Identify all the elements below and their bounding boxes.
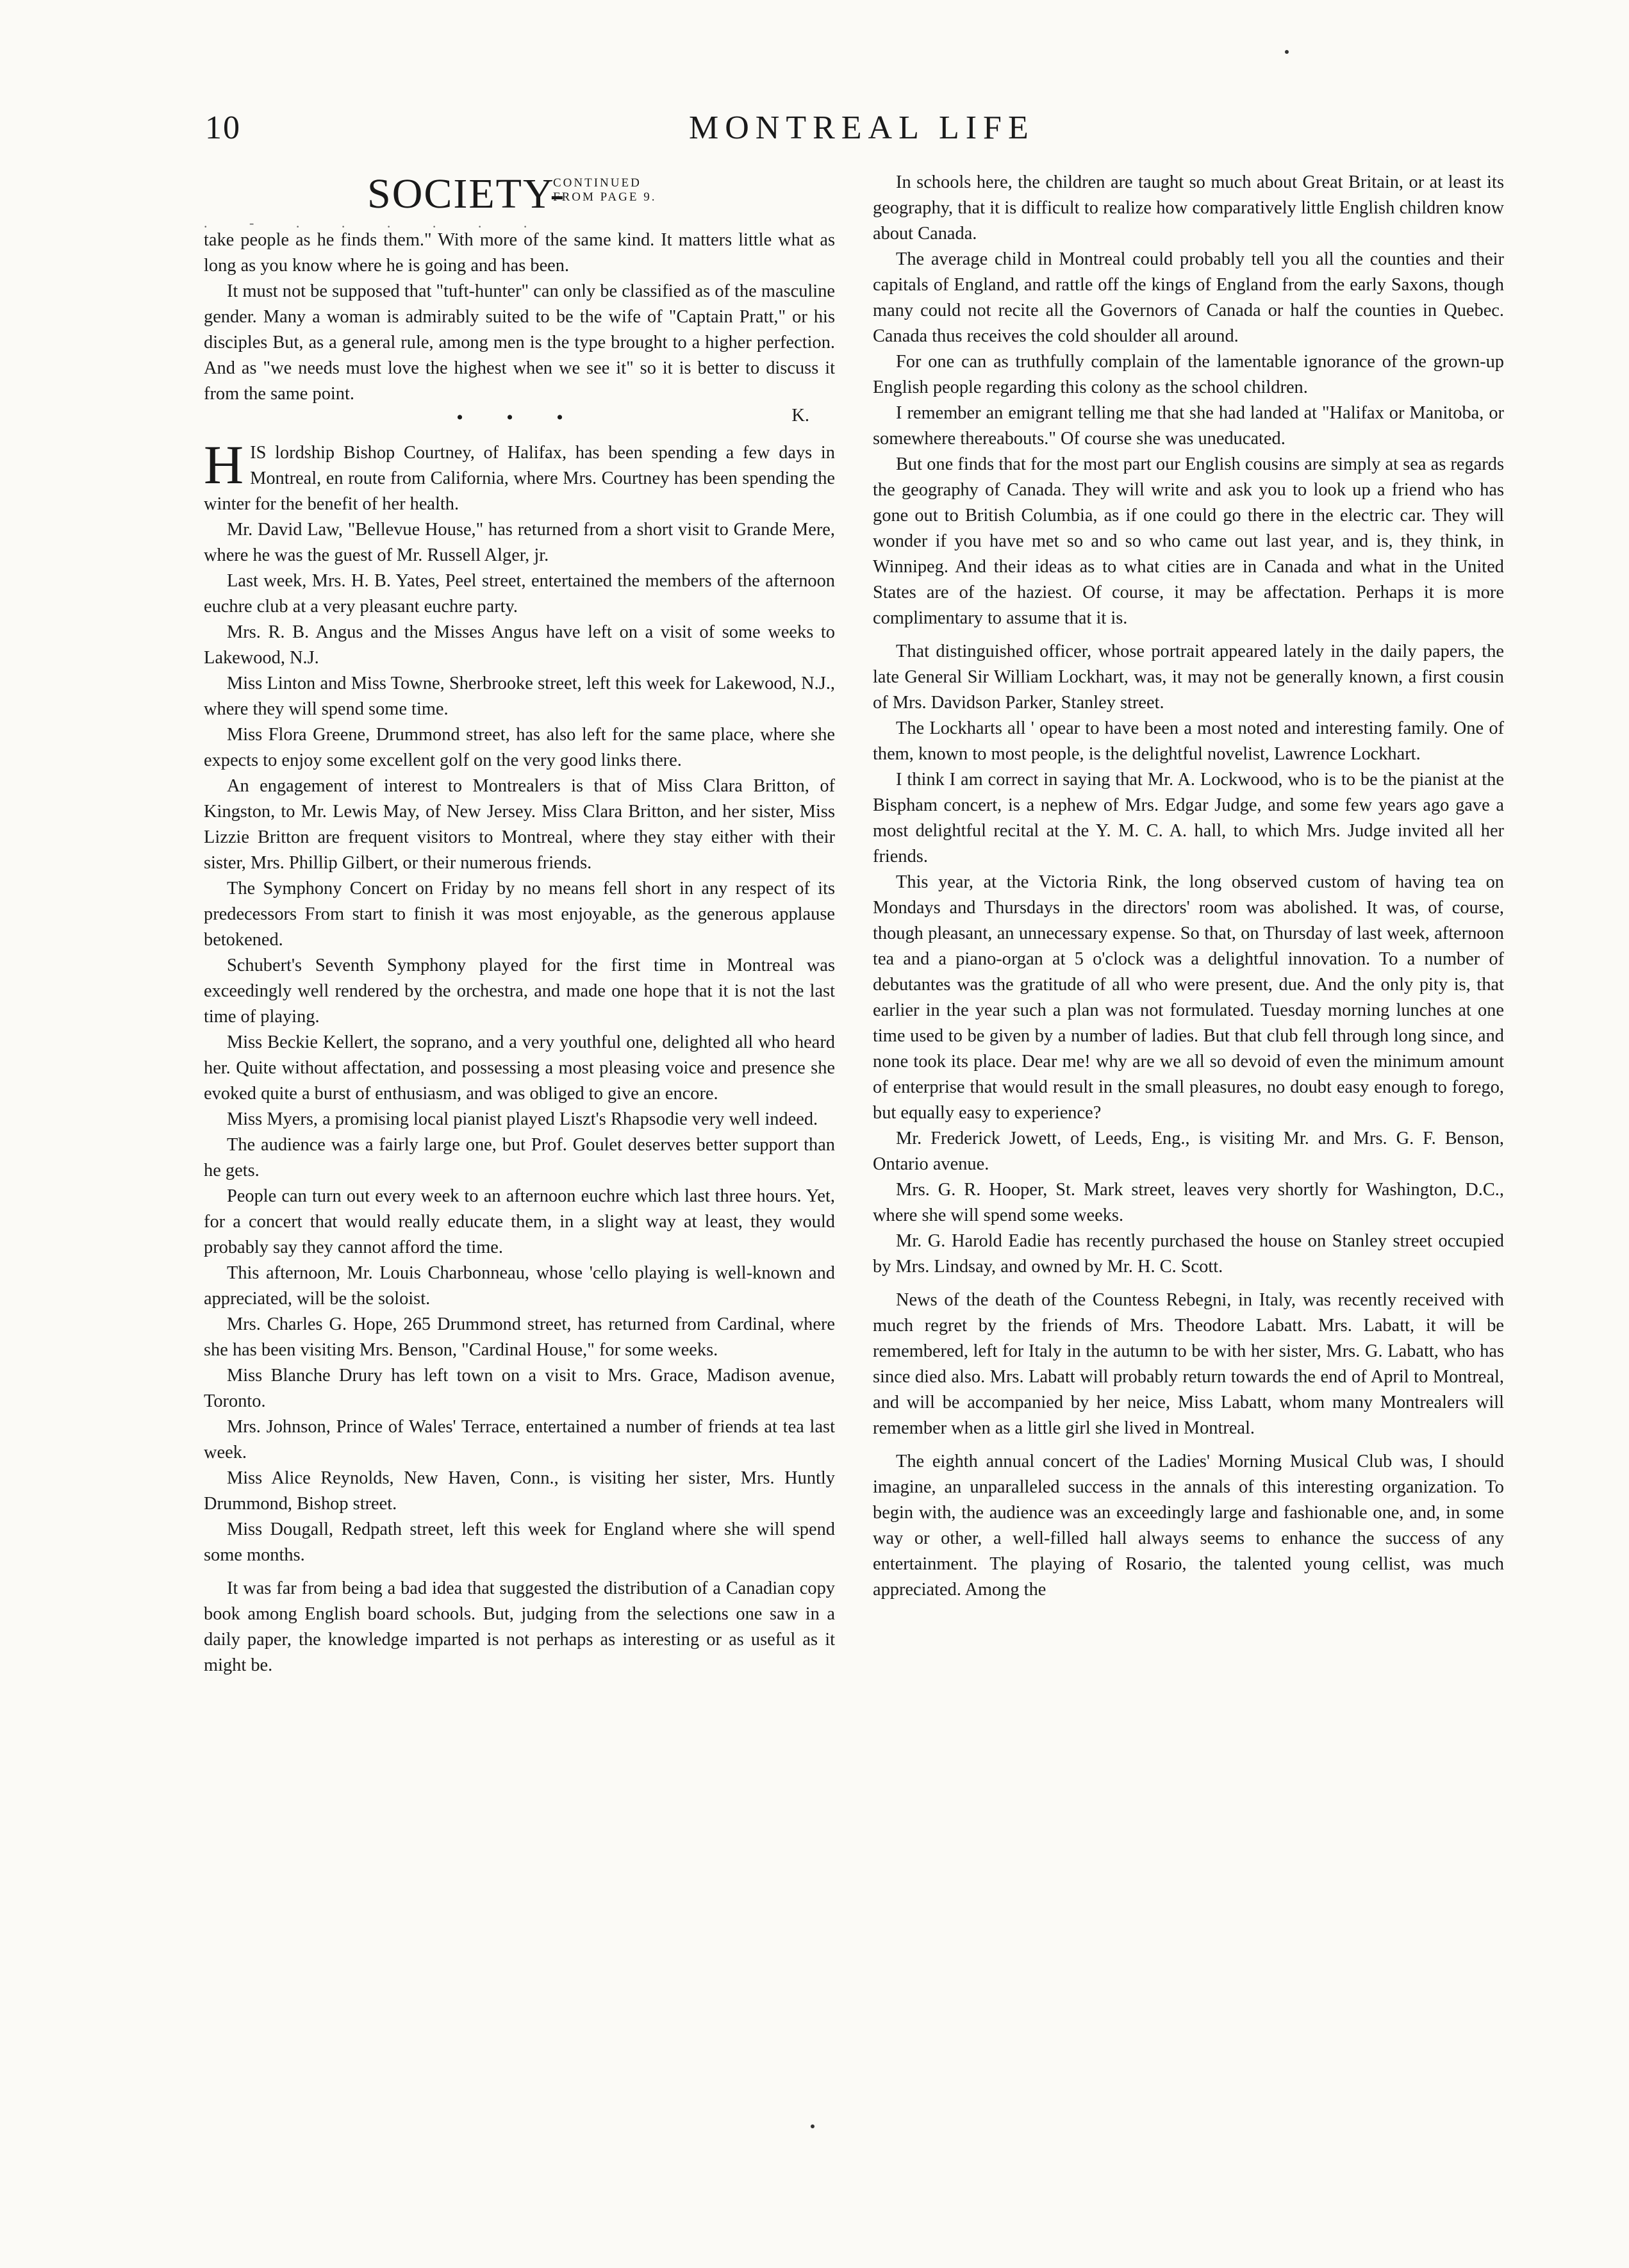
author-signature: K. (791, 406, 809, 426)
continued-line-2: FROM PAGE 9. (553, 190, 657, 204)
paragraph: For one can as truthfully complain of the lamentable ignorance of the grown-up English people regarding this colony as the school children. (873, 352, 1504, 397)
masthead-title: MONTREAL LIFE (689, 110, 1035, 146)
paragraph: Miss Myers, a promising local pianist played Liszt's Rhapsodie very well indeed. (227, 1109, 818, 1129)
paragraph: That distinguished officer, whose portrait appeared lately in the daily papers, the late General Sir William Lockhart, was, it may not be generally known, a first cousin of Mrs. Davidson Parker, Stanley street. (873, 641, 1504, 713)
paragraph: The audience was a fairly large one, but Prof. Goulet deserves better support than he gets. (204, 1135, 835, 1180)
paragraph: Miss Flora Greene, Drummond street, has also left for the same place, where she expects to enjoy some excellent golf on the very good links there. (204, 725, 835, 770)
paragraph: Miss Alice Reynolds, New Haven, Conn., is visiting her sister, Mrs. Huntly Drummond, Bishop street. (204, 1468, 835, 1514)
paragraph (204, 279, 835, 407)
print-speck (811, 2124, 814, 2128)
paragraph: Mrs. Johnson, Prince of Wales' Terrace, entertained a number of friends at tea last week. (204, 1417, 835, 1462)
paragraph: Mr. Frederick Jowett, of Leeds, Eng., is visiting Mr. and Mrs. G. F. Benson, Ontario avenue. (873, 1129, 1504, 1174)
paragraph: The eighth annual concert of the Ladies' Morning Musical Club was, I should imagine, an unparalleled success in the annals of this interesting organization. To begin with, the audience was an exceedingly large and fashionable one, and, in some way or other, a well-filled hall always seems to enhance the success of any entertainment. The playing of Rosario, the talented young cellist, was much appreciated. Among the (873, 1452, 1504, 1600)
paragraph: But one finds that for the most part our English cousins are simply at sea as regards the geography of Canada. They will write and ask you to look up a friend who has gone out to British Columbia, as if one could go there in the electric car. They will wonder if you have met so and so who came out last year, and is, they think, in Winnipeg. And their ideas as to what cities are in Canada and what in the United States are of the haziest. Of course, it may be affectation. Perhaps it is more complimentary to assume that it is. (873, 454, 1504, 628)
left-column (204, 170, 835, 1678)
paragraph: News of the death of the Countess Rebegni, in Italy, was recently received with much regret by the friends of Mrs. Theodore Labatt. Mrs. Labatt, it will be remembered, left for Italy in the autumn to be with her sister, Mrs. G. Labatt, who has since died also. Mrs. Labatt will probably return towards the end of April to Montreal, and will be accompanied by her neice, Miss Labatt, whom many Montrealers will remember when as a little girl she lived in Montreal. (873, 1290, 1504, 1438)
separator-dots: • • • (456, 407, 583, 428)
continued-note (553, 176, 656, 204)
paragraph-text: It must not be supposed that "tuft-hunter" can only be classified as of the masculine gender. Many a woman is admirably suited to be the wife of "Captain Pratt," or his disciples But, as a general rule, among men is the type brought to a higher perfection. And as "we needs must love the highest when we see it" so it is better to discuss it from the same point. (204, 281, 835, 404)
paragraph: Mrs. Charles G. Hope, 265 Drummond street, has returned from Cardinal, where she has been visiting Mrs. Benson, "Cardinal House," for some weeks. (204, 1314, 835, 1360)
section-heading (204, 170, 835, 231)
paragraph: Miss Blanche Drury has left town on a visit to Mrs. Grace, Madison avenue, Toronto. (204, 1366, 835, 1411)
paragraph: Mr. G. Harold Eadie has recently purchased the house on Stanley street occupied by Mrs. Lindsay, and owned by Mr. H. C. Scott. (873, 1231, 1504, 1277)
page-number: 10 (205, 110, 241, 146)
continued-line-1: CONTINUED (553, 176, 641, 190)
paragraph: Miss Linton and Miss Towne, Sherbrooke street, left this week for Lakewood, N.J., where they will spend some time. (204, 674, 835, 719)
paragraph: Miss Dougall, Redpath street, left this week for England where she will spend some months. (204, 1519, 835, 1565)
paragraph-dropcap (204, 434, 835, 517)
paragraph: Schubert's Seventh Symphony played for the first time in Montreal was exceedingly well rendered by the orchestra, and made one hope that it is not the last time of playing. (204, 956, 835, 1027)
paragraph: I think I am correct in saying that Mr. A. Lockwood, who is to be the pianist at the Bispham concert, is a nephew of Mrs. Edgar Judge, and some few years ago gave a most delightful recital at the Y. M. C. A. hall, to which Mrs. Judge invited all her friends. (873, 770, 1504, 866)
section-separator (204, 407, 835, 433)
paragraph: This afternoon, Mr. Louis Charbonneau, whose 'cello playing is well-known and appreciated, will be the soloist. (204, 1263, 835, 1309)
paragraph: People can turn out every week to an afternoon euchre which last three hours. Yet, for a concert that would really educate them, in a slight way at least, they would probably say they cannot afford the time. (204, 1186, 835, 1257)
paragraph: The Lockharts all ' opear to have been a most noted and interesting family. One of them, known to most people, is the delightful novelist, Lawrence Lockhart. (873, 718, 1504, 764)
paragraph: The Symphony Concert on Friday by no means fell short in any respect of its predecessors From start to finish it was most enjoyable, as the generous applause betokened. (204, 879, 835, 950)
page-header (0, 96, 1629, 154)
paragraph: I remember an emigrant telling me that she had landed at "Halifax or Manitoba, or somewhere thereabouts." Of course she was uneducated. (873, 403, 1504, 449)
paragraph-text: IS lordship Bishop Courtney, of Halifax, has been spending a few days in Montreal, en route from California, where Mrs. Courtney has been spending the winter for the benefit of her health. (204, 443, 835, 514)
paragraph: Mrs. R. B. Angus and the Misses Angus have left on a visit of some weeks to Lakewood, N.J. (204, 622, 835, 668)
paragraph: Last week, Mrs. H. B. Yates, Peel street, entertained the members of the afternoon euchre club at a very pleasant euchre party. (204, 571, 835, 617)
paragraph: It was far from being a bad idea that suggested the distribution of a Canadian copy book among English board schools. But, judging from the selections one saw in a daily paper, the knowledge imparted is not perhaps as interesting or as useful as it might be. (204, 1578, 835, 1675)
paragraph: This year, at the Victoria Rink, the long observed custom of having tea on Mondays and Thursdays in the directors' room was abolished. It was, of course, though pleasant, an unnecessary expense. So that, on Thursday of last week, afternoon tea and a piano-organ at 5 o'clock was a delightful innovation. To a number of debutantes was the gratitude of all who were present, due. And the only pity is, that earlier in the year such a plan was not formulated. Tuesday morning lunches at one time used to be given by a number of ladies. But that club fell through long since, and none took its place. Dear me! why are we all so devoid of even the minimum amount of enterprise that would result in the small pleasures, no doubt easy enough to forego, but equally easy to experience? (873, 872, 1504, 1123)
paragraph: take people as he finds them." With more of the same kind. It matters little what as long as you know where he is going and has been. (204, 230, 835, 276)
paragraph: Mr. David Law, "Bellevue House," has returned from a short visit to Grande Mere, where he was the guest of Mr. Russell Alger, jr. (204, 520, 835, 565)
paragraph: Miss Beckie Kellert, the soprano, and a very youthful one, delighted all who heard her. Quite without affectation, and possessing a most pleasing voice and presence she evoked quite a burst of enthusiasm, and was obliged to give an encore. (204, 1032, 835, 1104)
right-column (873, 170, 1504, 1603)
paragraph: Mrs. G. R. Hooper, St. Mark street, leaves very shortly for Washington, D.C., where she will spend some weeks. (873, 1180, 1504, 1225)
print-speck (1285, 50, 1289, 54)
paragraph: The average child in Montreal could probably tell you all the counties and their capitals of England, and rattle off the kings of England from the early Saxons, though many could not recite all the Governors of Canada or half the counties in Quebec. Canada thus receives the cold shoulder all around. (873, 249, 1504, 346)
paragraph: In schools here, the children are taught so much about Great Britain, or at least its geography, that it is difficult to realize how comparatively little English children know about Canada. (873, 172, 1504, 244)
paragraph: An engagement of interest to Montrealers is that of Miss Clara Britton, of Kingston, to Mr. Lewis May, of New Jersey. Miss Clara Britton, and her sister, Miss Lizzie Britton are frequent visitors to Montreal, where they stay either with their sister, Mrs. Phillip Gilbert, or their numerous friends. (204, 776, 835, 873)
heading-rule-dots: . - . . . . . . (204, 215, 547, 231)
dropcap-letter: H (204, 434, 244, 495)
section-title: SOCIETY- (367, 170, 566, 217)
